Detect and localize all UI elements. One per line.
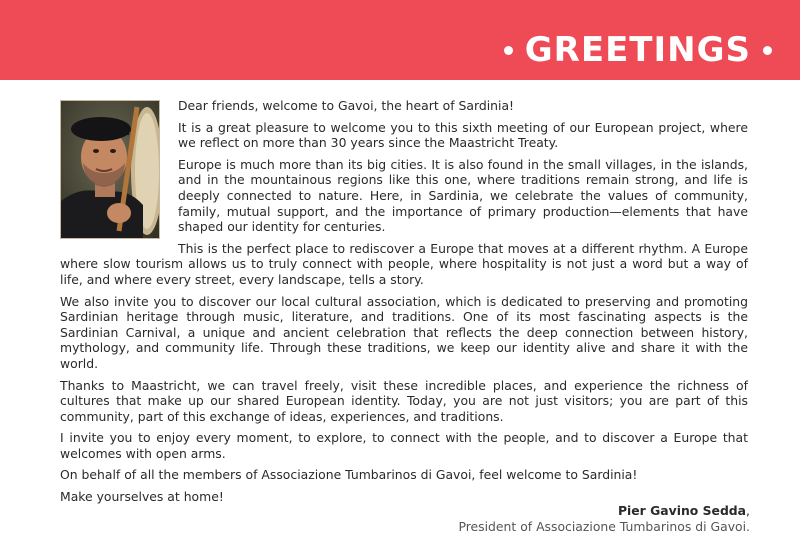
signatory-name-suffix: , (746, 503, 750, 518)
signature-block (458, 503, 750, 535)
letter-closing: Make yourselves at home! (60, 489, 224, 505)
letter-paragraph: Europe is much more than its big cities. It is also found in the small villages, in the islands, and in the mountainous regions like this one, where traditions remain strong, and life is deeply connected to nature. Here, in Sardinia, we celebrate the values of community, family, mutual support, and the importance of primary production—elements that have shaped our identity for centuries. (178, 156, 748, 235)
signature-name-line (458, 503, 750, 519)
letter-paragraph: On behalf of all the members of Associazione Tumbarinos di Gavoi, feel welcome to Sardinia! (60, 467, 638, 483)
page-title (504, 30, 772, 70)
letter-paragraph: I invite you to enjoy every moment, to explore, to connect with the people, and to discover a Europe that welcomes with open arms. (60, 430, 748, 461)
bullet-dot-icon (763, 46, 772, 55)
signatory-name: Pier Gavino Sedda (617, 503, 747, 518)
header-banner (0, 0, 800, 80)
letter-body (60, 98, 748, 511)
bullet-dot-icon (504, 46, 513, 55)
signatory-role: President of Associazione Tumbarinos di Gavoi. (458, 519, 750, 534)
letter-paragraph: This is the perfect place to rediscover a Europe that moves at a different rhythm. A Europe where slow tourism allows us to truly connect with people, where hospitality is not just a word but a way of life, and where every street, every landscape, tells a story. (60, 240, 748, 287)
letter-paragraph: It is a great pleasure to welcome you to this sixth meeting of our European project, where we reflect on more than 30 years since the Maastricht Treaty. (178, 119, 748, 151)
letter-paragraph: Thanks to Maastricht, we can travel freely, visit these incredible places, and experience the richness of cultures that make up our shared European identity. Today, you are not just visitors; you are part of this community, part of this exchange of ideas, experiences, and traditions. (60, 377, 748, 424)
letter-paragraph: We also invite you to discover our local cultural association, which is dedicated to preserving and promoting Sardinian heritage through music, literature, and traditions. One of its most fascinating aspects is the Sardinian Carnival, a unique and ancient celebration that reflects the deep connection between history, mythology, and community life. Through these traditions, we keep our identity alive and share it with the world. (60, 293, 748, 371)
letter-salutation: Dear friends, welcome to Gavoi, the heart of Sardinia! (178, 98, 515, 113)
page-title-text: GREETINGS (524, 30, 751, 70)
